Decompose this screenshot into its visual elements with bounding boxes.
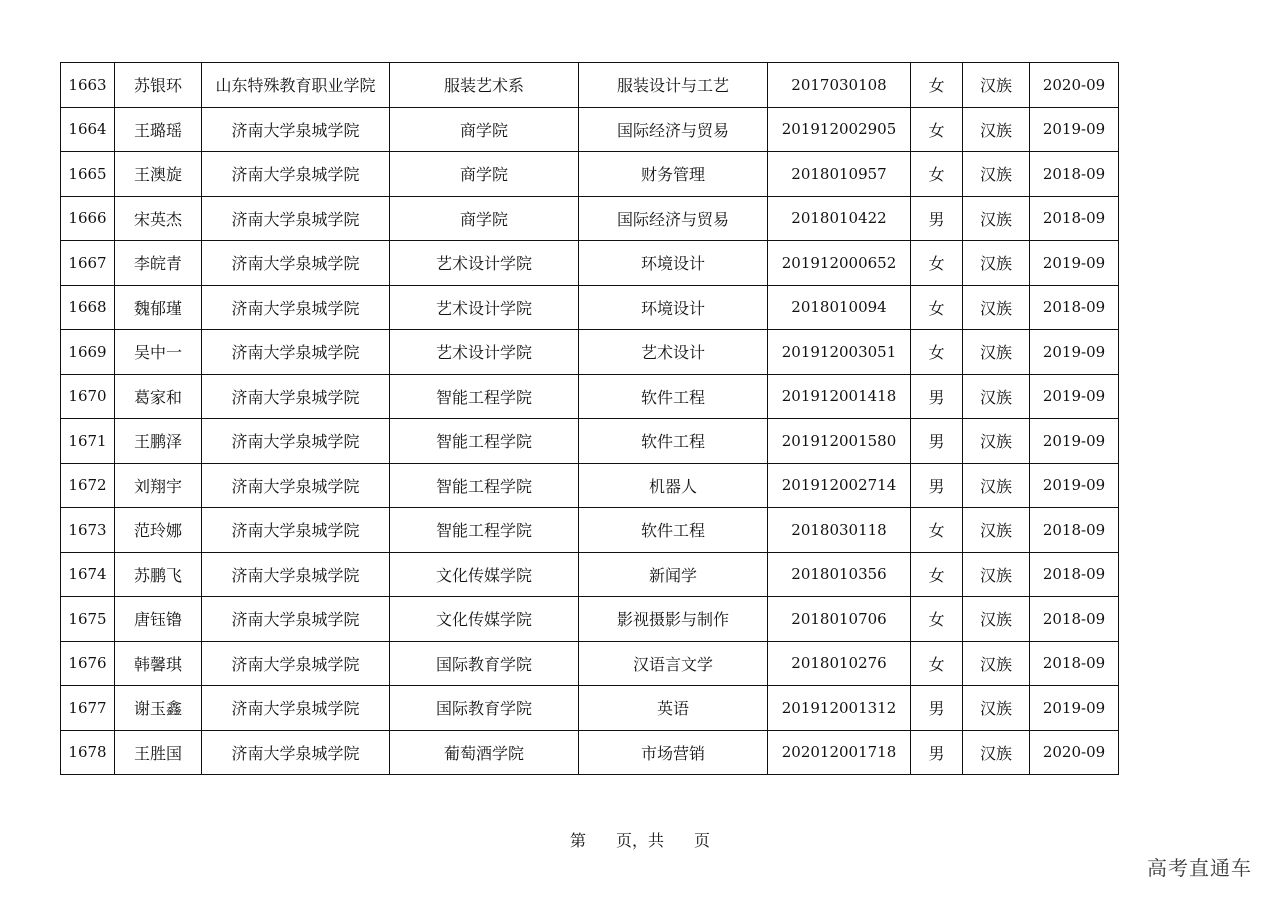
cell-department: 智能工程学院: [390, 374, 579, 419]
cell-student-id: 2018010094: [768, 285, 911, 330]
cell-student-id: 202012001718: [768, 730, 911, 775]
cell-student-id: 201912002905: [768, 107, 911, 152]
cell-seq: 1674: [61, 552, 115, 597]
cell-name: 宋英杰: [115, 196, 202, 241]
cell-student-id: 201912000652: [768, 241, 911, 286]
table-row: [61, 463, 1119, 508]
cell-major: 软件工程: [579, 508, 768, 553]
cell-major: 服装设计与工艺: [579, 63, 768, 108]
cell-name: 刘翔宇: [115, 463, 202, 508]
cell-school: 济南大学泉城学院: [202, 730, 390, 775]
cell-seq: 1668: [61, 285, 115, 330]
cell-seq: 1669: [61, 330, 115, 375]
cell-department: 文化传媒学院: [390, 597, 579, 642]
cell-gender: 女: [911, 508, 963, 553]
cell-student-id: 2018010422: [768, 196, 911, 241]
cell-enrollment: 2018-09: [1030, 196, 1119, 241]
cell-school: 济南大学泉城学院: [202, 374, 390, 419]
cell-student-id: 2018010356: [768, 552, 911, 597]
roster-body: [61, 63, 1119, 775]
cell-enrollment: 2019-09: [1030, 330, 1119, 375]
cell-gender: 男: [911, 463, 963, 508]
table-row: [61, 241, 1119, 286]
cell-ethnicity: 汉族: [963, 107, 1030, 152]
cell-department: 国际教育学院: [390, 641, 579, 686]
cell-ethnicity: 汉族: [963, 641, 1030, 686]
cell-school: 济南大学泉城学院: [202, 152, 390, 197]
cell-department: 国际教育学院: [390, 686, 579, 731]
cell-department: 商学院: [390, 196, 579, 241]
cell-name: 魏郁瑾: [115, 285, 202, 330]
cell-ethnicity: 汉族: [963, 63, 1030, 108]
cell-seq: 1666: [61, 196, 115, 241]
cell-school: 济南大学泉城学院: [202, 641, 390, 686]
cell-student-id: 2018030118: [768, 508, 911, 553]
cell-gender: 男: [911, 374, 963, 419]
table-row: [61, 107, 1119, 152]
cell-name: 韩馨琪: [115, 641, 202, 686]
cell-school: 济南大学泉城学院: [202, 552, 390, 597]
student-roster-table: [60, 62, 1119, 775]
cell-student-id: 2018010276: [768, 641, 911, 686]
cell-student-id: 201912001312: [768, 686, 911, 731]
cell-major: 市场营销: [579, 730, 768, 775]
cell-ethnicity: 汉族: [963, 330, 1030, 375]
cell-student-id: 201912001418: [768, 374, 911, 419]
cell-seq: 1670: [61, 374, 115, 419]
cell-department: 艺术设计学院: [390, 285, 579, 330]
cell-department: 艺术设计学院: [390, 330, 579, 375]
cell-gender: 女: [911, 552, 963, 597]
cell-name: 王胜国: [115, 730, 202, 775]
cell-seq: 1673: [61, 508, 115, 553]
cell-student-id: 201912003051: [768, 330, 911, 375]
cell-name: 吴中一: [115, 330, 202, 375]
table-row: [61, 152, 1119, 197]
cell-ethnicity: 汉族: [963, 463, 1030, 508]
cell-name: 李皖青: [115, 241, 202, 286]
cell-ethnicity: 汉族: [963, 508, 1030, 553]
table-row: [61, 552, 1119, 597]
cell-gender: 女: [911, 330, 963, 375]
cell-student-id: 2018010706: [768, 597, 911, 642]
cell-ethnicity: 汉族: [963, 552, 1030, 597]
cell-major: 英语: [579, 686, 768, 731]
cell-gender: 男: [911, 730, 963, 775]
table-row: [61, 641, 1119, 686]
cell-department: 艺术设计学院: [390, 241, 579, 286]
cell-enrollment: 2020-09: [1030, 730, 1119, 775]
watermark-text: 高考直通车: [1147, 856, 1252, 880]
cell-name: 谢玉鑫: [115, 686, 202, 731]
cell-enrollment: 2019-09: [1030, 686, 1119, 731]
cell-gender: 女: [911, 641, 963, 686]
page-prefix: 第: [569, 831, 586, 850]
cell-name: 王澳旋: [115, 152, 202, 197]
cell-name: 唐钰镥: [115, 597, 202, 642]
cell-department: 商学院: [390, 107, 579, 152]
cell-major: 汉语言文学: [579, 641, 768, 686]
cell-ethnicity: 汉族: [963, 374, 1030, 419]
cell-major: 财务管理: [579, 152, 768, 197]
cell-ethnicity: 汉族: [963, 285, 1030, 330]
cell-department: 智能工程学院: [390, 463, 579, 508]
cell-ethnicity: 汉族: [963, 597, 1030, 642]
page-suffix: 页: [694, 831, 711, 850]
cell-enrollment: 2018-09: [1030, 508, 1119, 553]
cell-seq: 1671: [61, 419, 115, 464]
cell-department: 智能工程学院: [390, 508, 579, 553]
table-row: [61, 686, 1119, 731]
cell-gender: 女: [911, 597, 963, 642]
cell-school: 济南大学泉城学院: [202, 463, 390, 508]
cell-major: 环境设计: [579, 285, 768, 330]
cell-ethnicity: 汉族: [963, 196, 1030, 241]
cell-school: 济南大学泉城学院: [202, 196, 390, 241]
cell-seq: 1667: [61, 241, 115, 286]
cell-enrollment: 2018-09: [1030, 285, 1119, 330]
cell-major: 软件工程: [579, 374, 768, 419]
cell-major: 软件工程: [579, 419, 768, 464]
cell-department: 商学院: [390, 152, 579, 197]
cell-school: 济南大学泉城学院: [202, 285, 390, 330]
cell-ethnicity: 汉族: [963, 730, 1030, 775]
cell-school: 济南大学泉城学院: [202, 597, 390, 642]
page-middle: 页，共: [615, 831, 664, 850]
cell-gender: 男: [911, 419, 963, 464]
cell-seq: 1672: [61, 463, 115, 508]
cell-enrollment: 2018-09: [1030, 597, 1119, 642]
cell-major: 新闻学: [579, 552, 768, 597]
cell-enrollment: 2018-09: [1030, 152, 1119, 197]
cell-school: 济南大学泉城学院: [202, 419, 390, 464]
cell-gender: 男: [911, 196, 963, 241]
cell-ethnicity: 汉族: [963, 419, 1030, 464]
cell-school: 济南大学泉城学院: [202, 241, 390, 286]
cell-student-id: 2017030108: [768, 63, 911, 108]
cell-gender: 女: [911, 152, 963, 197]
table-row: [61, 285, 1119, 330]
table-row: [61, 419, 1119, 464]
table-row: [61, 330, 1119, 375]
cell-major: 机器人: [579, 463, 768, 508]
cell-major: 影视摄影与制作: [579, 597, 768, 642]
cell-enrollment: 2019-09: [1030, 374, 1119, 419]
cell-student-id: 2018010957: [768, 152, 911, 197]
cell-gender: 女: [911, 107, 963, 152]
cell-seq: 1678: [61, 730, 115, 775]
cell-gender: 女: [911, 63, 963, 108]
table-row: [61, 730, 1119, 775]
cell-ethnicity: 汉族: [963, 152, 1030, 197]
cell-enrollment: 2020-09: [1030, 63, 1119, 108]
cell-enrollment: 2019-09: [1030, 241, 1119, 286]
cell-name: 苏银环: [115, 63, 202, 108]
cell-major: 国际经济与贸易: [579, 107, 768, 152]
cell-school: 济南大学泉城学院: [202, 686, 390, 731]
cell-department: 服装艺术系: [390, 63, 579, 108]
cell-student-id: 201912002714: [768, 463, 911, 508]
cell-gender: 女: [911, 285, 963, 330]
cell-seq: 1663: [61, 63, 115, 108]
cell-school: 济南大学泉城学院: [202, 107, 390, 152]
cell-name: 王璐瑶: [115, 107, 202, 152]
cell-seq: 1665: [61, 152, 115, 197]
cell-department: 文化传媒学院: [390, 552, 579, 597]
cell-enrollment: 2019-09: [1030, 419, 1119, 464]
cell-name: 苏鹏飞: [115, 552, 202, 597]
table-row: [61, 508, 1119, 553]
table-row: [61, 597, 1119, 642]
cell-seq: 1675: [61, 597, 115, 642]
cell-department: 智能工程学院: [390, 419, 579, 464]
cell-enrollment: 2018-09: [1030, 552, 1119, 597]
cell-name: 王鹏泽: [115, 419, 202, 464]
cell-major: 国际经济与贸易: [579, 196, 768, 241]
cell-major: 艺术设计: [579, 330, 768, 375]
cell-school: 济南大学泉城学院: [202, 508, 390, 553]
cell-gender: 男: [911, 686, 963, 731]
cell-school: 济南大学泉城学院: [202, 330, 390, 375]
cell-major: 环境设计: [579, 241, 768, 286]
cell-name: 葛家和: [115, 374, 202, 419]
cell-seq: 1676: [61, 641, 115, 686]
cell-ethnicity: 汉族: [963, 241, 1030, 286]
table-row: [61, 63, 1119, 108]
cell-seq: 1677: [61, 686, 115, 731]
cell-school: 山东特殊教育职业学院: [202, 63, 390, 108]
cell-student-id: 201912001580: [768, 419, 911, 464]
cell-gender: 女: [911, 241, 963, 286]
cell-enrollment: 2019-09: [1030, 107, 1119, 152]
cell-ethnicity: 汉族: [963, 686, 1030, 731]
cell-seq: 1664: [61, 107, 115, 152]
cell-enrollment: 2019-09: [1030, 463, 1119, 508]
cell-enrollment: 2018-09: [1030, 641, 1119, 686]
cell-name: 范玲娜: [115, 508, 202, 553]
page-footer: [0, 828, 1280, 851]
table-row: [61, 196, 1119, 241]
table-row: [61, 374, 1119, 419]
cell-department: 葡萄酒学院: [390, 730, 579, 775]
